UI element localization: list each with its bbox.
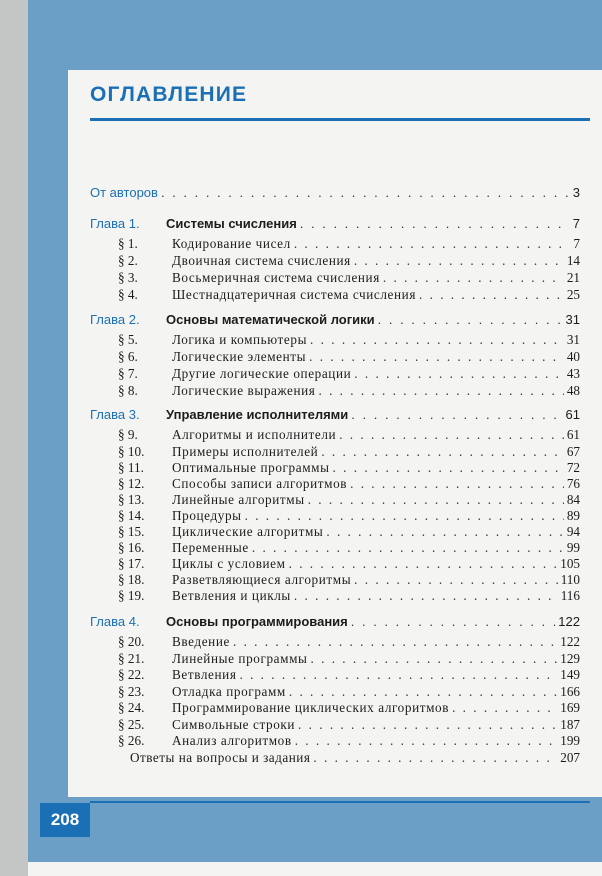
bottom-margin [28,862,602,876]
section-title: Ветвления и циклы [172,588,291,603]
section-number: § 11. [118,460,144,475]
section-title: Разветвляющиеся алгоритмы [172,572,352,587]
dot-leader [294,587,558,604]
toc-section-21[interactable] [90,650,580,667]
section-page: 94 [566,524,580,539]
toc-chapter-2[interactable] [90,311,580,328]
chapter-page: 31 [565,312,580,327]
section-page: 89 [566,508,580,523]
toc-entry-label: От авторов [90,185,158,200]
dot-leader [354,571,558,588]
chapter-title: Системы счисления [166,216,297,231]
chapter-prefix: Глава 2. [90,312,140,327]
dot-leader [383,269,564,286]
section-number: § 5. [118,332,138,347]
section-title: Циклы с условием [172,556,286,571]
section-title: Отладка программ [172,684,286,699]
toc-section-18[interactable] [90,571,580,588]
section-page: 166 [560,684,580,699]
title-rule [90,118,590,121]
page-gutter [0,0,28,876]
section-number: § 14. [118,508,145,523]
dot-leader [289,555,558,572]
dot-leader [351,613,556,630]
dot-leader [318,382,563,399]
dot-leader [333,459,564,476]
toc-entry-page: 207 [560,750,580,765]
dot-leader [252,539,564,556]
section-title: Двоичная система счисления [172,253,351,268]
dot-leader [295,732,558,749]
section-page: 116 [560,588,580,603]
section-number: § 1. [118,236,138,251]
section-title: Линейные программы [172,651,308,666]
toc-section-12[interactable] [90,475,580,492]
toc-section-25[interactable] [90,716,580,733]
section-number: § 18. [118,572,145,587]
toc-section-10[interactable] [90,443,580,460]
dot-leader [298,716,557,733]
toc-section-9[interactable] [90,426,580,443]
chapter-title: Управление исполнителями [166,407,349,422]
page-title: ОГЛАВЛЕНИЕ [90,83,248,106]
section-page: 67 [566,444,580,459]
section-number: § 21. [118,651,145,666]
toc-section-13[interactable] [90,491,580,508]
chapter-page: 61 [565,407,580,422]
toc-section-1[interactable] [90,235,580,252]
section-title: Логика и компьютеры [172,332,308,347]
chapter-title: Основы математической логики [166,312,375,327]
section-number: § 22. [118,667,145,682]
chapter-prefix: Глава 1. [90,216,140,231]
toc-entry-answers[interactable] [90,749,580,766]
dot-leader [326,523,563,540]
dot-leader [419,286,564,303]
dot-leader [233,633,557,650]
section-number: § 19. [118,588,145,603]
toc-chapter-4[interactable] [90,613,580,630]
toc-section-4[interactable] [90,286,580,303]
dot-leader [239,666,557,683]
footer-rule [90,801,590,803]
section-page: 14 [566,253,580,268]
toc-entry-label: Ответы на вопросы и задания [130,750,311,765]
section-page: 122 [560,634,580,649]
section-title: Анализ алгоритмов [172,733,292,748]
toc-section-8[interactable] [90,382,580,399]
section-number: § 23. [118,684,145,699]
section-number: § 6. [118,349,138,364]
section-title: Введение [172,634,230,649]
section-number: § 16. [118,540,145,555]
dot-leader [289,683,557,700]
section-page: 43 [566,366,580,381]
toc-chapter-3[interactable] [90,406,580,423]
section-title: Программирование циклических алгоритмов [172,700,450,715]
section-number: § 25. [118,717,145,732]
toc-section-19[interactable] [90,587,580,604]
toc-section-26[interactable] [90,732,580,749]
section-page: 72 [566,460,580,475]
toc-section-20[interactable] [90,633,580,650]
section-title: Циклические алгоритмы [172,524,324,539]
section-title: Логические элементы [172,349,307,364]
dot-leader [308,491,564,508]
dot-leader [309,348,564,365]
toc-section-3[interactable] [90,269,580,286]
section-title: Линейные алгоритмы [172,492,305,507]
section-number: § 20. [118,634,145,649]
section-title: Восьмеричная система счисления [172,270,380,285]
dot-leader [311,650,558,667]
top-color-strip [0,0,602,12]
dot-leader [245,507,564,524]
section-number: § 12. [118,476,145,491]
toc-section-6[interactable] [90,348,580,365]
section-page: 105 [560,556,580,571]
dot-leader [310,331,564,348]
page-number-box [40,803,90,837]
dot-leader [294,235,571,252]
section-page: 48 [566,383,580,398]
chapter-page: 122 [558,614,580,629]
page-number: 208 [50,810,80,829]
toc-section-7[interactable] [90,365,580,382]
toc-section-16[interactable] [90,539,580,556]
dot-leader [351,406,562,423]
toc-entry-page: 3 [572,185,580,200]
chapter-prefix: Глава 3. [90,407,140,422]
section-page: 61 [566,427,580,442]
section-page: 199 [560,733,580,748]
dot-leader [313,749,557,766]
section-number: § 9. [118,427,138,442]
section-number: § 7. [118,366,138,381]
toc-section-23[interactable] [90,683,580,700]
section-title: Оптимальные программы [172,460,330,475]
dot-leader [300,215,570,232]
dot-leader [321,443,563,460]
section-page: 129 [560,651,580,666]
section-page: 40 [566,349,580,364]
section-page: 169 [560,700,580,715]
chapter-page: 7 [572,216,580,231]
section-page: 84 [566,492,580,507]
section-page: 99 [566,540,580,555]
section-title: Ветвления [172,667,237,682]
section-title: Способы записи алгоритмов [172,476,348,491]
dot-leader [354,252,564,269]
toc-section-5[interactable] [90,331,580,348]
section-page: 110 [560,572,580,587]
toc-section-15[interactable] [90,523,580,540]
dot-leader [452,699,557,716]
dot-leader [378,311,563,328]
section-title: Шестнадцатеричная система счисления [172,287,416,302]
dot-leader [339,426,564,443]
section-number: § 13. [118,492,145,507]
toc-section-22[interactable] [90,666,580,683]
section-title: Другие логические операции [172,366,352,381]
section-title: Символьные строки [172,717,296,732]
section-title: Процедуры [172,508,242,523]
section-page: 25 [566,287,580,302]
section-number: § 15. [118,524,145,539]
section-page: 76 [566,476,580,491]
section-title: Алгоритмы и исполнители [172,427,337,442]
toc-section-14[interactable] [90,507,580,524]
section-title: Переменные [172,540,249,555]
section-number: § 26. [118,733,145,748]
section-page: 149 [560,667,580,682]
chapter-title: Основы программирования [166,614,348,629]
toc-chapter-1[interactable] [90,215,580,232]
toc-section-24[interactable] [90,699,580,716]
section-number: § 2. [118,253,138,268]
section-number: § 4. [118,287,138,302]
toc-section-17[interactable] [90,555,580,572]
section-title: Примеры исполнителей [172,444,319,459]
toc-section-2[interactable] [90,252,580,269]
dot-leader [161,184,570,201]
section-number: § 8. [118,383,138,398]
section-title: Кодирование чисел [172,236,291,251]
section-number: § 10. [118,444,145,459]
chapter-prefix: Глава 4. [90,614,140,629]
section-page: 187 [560,717,580,732]
section-page: 21 [566,270,580,285]
section-title: Логические выражения [172,383,316,398]
section-number: § 24. [118,700,145,715]
section-number: § 17. [118,556,145,571]
section-number: § 3. [118,270,138,285]
dot-leader [350,475,564,492]
section-page: 31 [566,332,580,347]
toc-entry-authors[interactable] [90,184,580,201]
toc-section-11[interactable] [90,459,580,476]
section-page: 7 [573,236,580,251]
dot-leader [354,365,564,382]
